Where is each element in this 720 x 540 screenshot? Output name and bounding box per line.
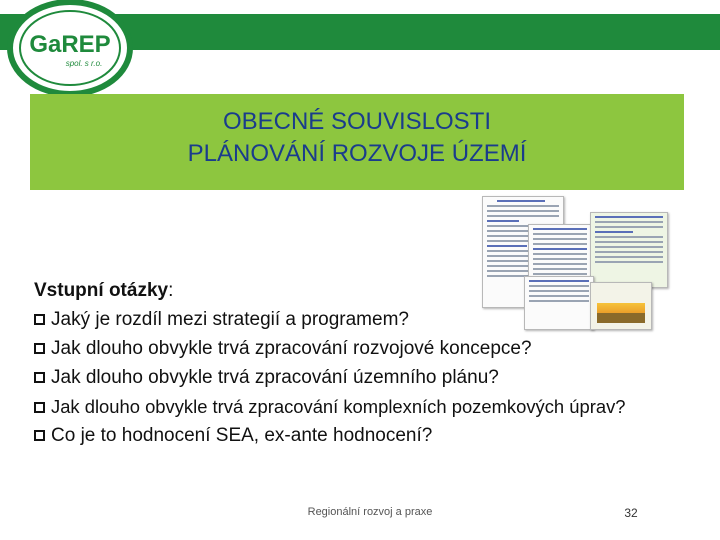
checkbox-bullet-icon bbox=[34, 372, 45, 383]
slide-content bbox=[34, 276, 714, 450]
question-4 bbox=[34, 392, 714, 421]
question-text: Jak dlouho obvykle trvá zpracování rozvojové koncepce? bbox=[51, 338, 532, 359]
question-3 bbox=[34, 363, 714, 392]
title-box bbox=[30, 94, 684, 190]
question-2 bbox=[34, 334, 714, 363]
question-1 bbox=[34, 305, 714, 334]
question-text: Jak dlouho obvykle trvá zpracování komplexních pozemkových úprav? bbox=[51, 396, 626, 417]
intro-colon: : bbox=[168, 280, 174, 301]
svg-text:spol. s r.o.: spol. s r.o. bbox=[65, 59, 103, 68]
title-line-1: OBECNÉ SOUVISLOSTI bbox=[222, 108, 492, 135]
intro-line bbox=[34, 276, 714, 305]
title-line-2: PLÁNOVÁNÍ ROZVOJE ÚZEMÍ bbox=[187, 140, 527, 167]
garep-logo bbox=[6, 0, 134, 100]
checkbox-bullet-icon bbox=[34, 343, 45, 354]
footer-text: Regionální rozvoj a praxe bbox=[307, 506, 433, 518]
svg-text:GaREP: GaREP bbox=[29, 31, 111, 58]
question-text: Co je to hodnocení SEA, ex-ante hodnocení? bbox=[51, 425, 433, 446]
question-5 bbox=[34, 421, 714, 450]
checkbox-bullet-icon bbox=[34, 430, 45, 441]
intro-label: Vstupní otázky bbox=[34, 280, 169, 301]
page-number: 32 bbox=[624, 506, 638, 520]
checkbox-bullet-icon bbox=[34, 314, 45, 325]
slide-title bbox=[30, 106, 684, 170]
question-text: Jak dlouho obvykle trvá zpracování územního plánu? bbox=[51, 367, 499, 388]
checkbox-bullet-icon bbox=[34, 402, 45, 413]
question-text: Jaký je rozdíl mezi strategií a programem? bbox=[51, 309, 409, 330]
